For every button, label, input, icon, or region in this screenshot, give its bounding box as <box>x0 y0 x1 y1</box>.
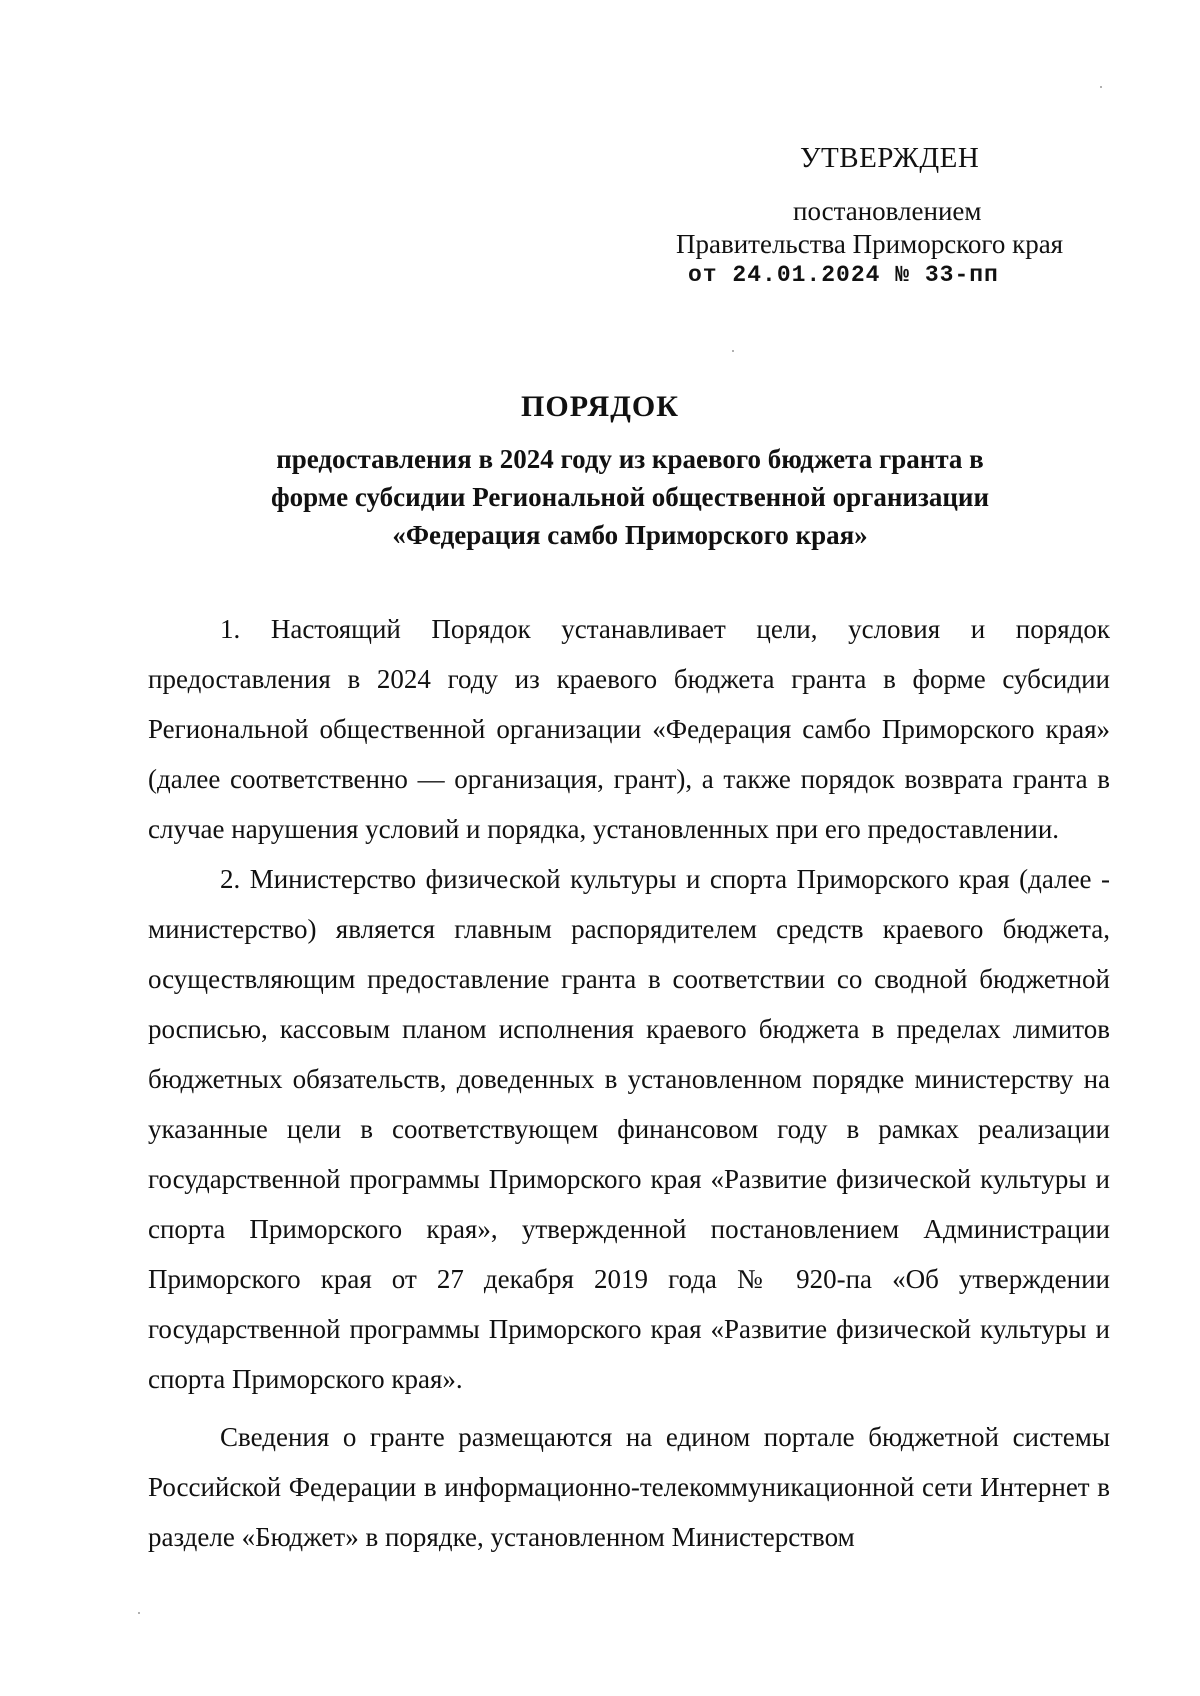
document-body <box>148 604 1110 1562</box>
paragraph-3: Сведения о гранте размещаются на едином портале бюджетной системы Российской Федерации в информационно-телекоммуникационной сети Интернет в разделе «Бюджет» в порядке, установленном Министерством <box>148 1422 1110 1552</box>
approval-title: УТВЕРЖДЕН <box>800 142 980 174</box>
subtitle-line: предоставления в 2024 году из краевого бюджета гранта в <box>276 444 984 474</box>
paragraph-2: 2. Министерство физической культуры и спорта Приморского края (далее - министерство) является главным распорядителем средств краевого бюджета, осуществляющим предоставление гранта в соответствии со сводной бюджетной росписью, кассовым планом исполнения краевого бюджета в пределах лимитов бюджетных обязательств, доведенных в установленном порядке министерству на указанные цели в соответствующем финансовом году в рамках реализации государственной программы Приморского края «Развитие физической культуры и спорта Приморского края», утвержденной постановлением Администрации Приморского края от 27 декабря 2019 года № 920-па «Об утверждении государственной программы Приморского края «Развитие физической культуры и спорта Приморского края». <box>148 864 1110 1394</box>
subtitle-line: «Федерация самбо Приморского края» <box>392 520 868 550</box>
approval-date-number: от 24.01.2024 № 33-пп <box>688 262 999 288</box>
scan-speck <box>1100 86 1102 88</box>
scan-speck <box>732 350 734 352</box>
approval-resolution-label: постановлением <box>793 196 982 226</box>
document-title: ПОРЯДОК <box>521 390 679 423</box>
subtitle-line: форме субсидии Региональной общественной организации <box>270 482 990 512</box>
scan-speck <box>138 1612 140 1614</box>
approval-authority: Правительства Приморского края <box>676 229 1064 259</box>
paragraph-1: 1. Настоящий Порядок устанавливает цели, условия и порядок предоставления в 2024 году из краевого бюджета гранта в форме субсидии Региональной общественной организации «Федерация самбо Приморского края» (далее соответственно — организация, грант), а также порядок возврата гранта в случае нарушения условий и порядка, установленных при его предоставлении. <box>148 614 1110 844</box>
document-subtitle <box>150 440 1110 554</box>
